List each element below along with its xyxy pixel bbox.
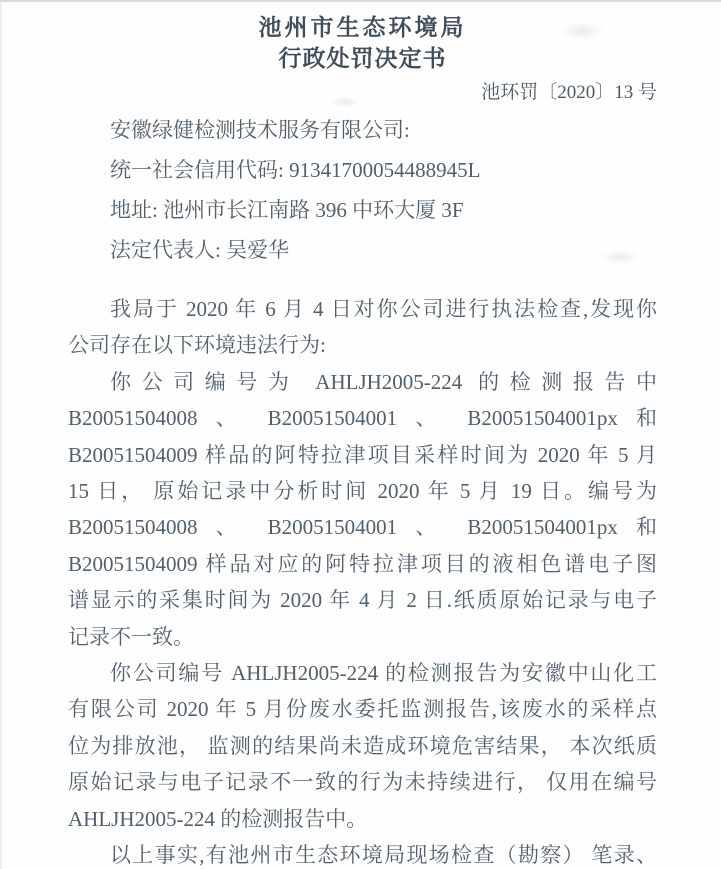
body-line: B20051504008 、 B20051504001 、 B20051504001px 和 [68, 406, 657, 431]
body-line: 你公司编号为 AHLJH2005-224 的检测报告中 [110, 369, 657, 394]
document-title-line1: 池州市生态环境局 [258, 15, 467, 40]
body-line: 公司存在以下环境违法行为: [68, 333, 326, 358]
document-title-line2: 行政处罚决定书 [278, 46, 447, 71]
recipient-line: 统一社会信用代码: 91341700054488945L [110, 158, 481, 182]
body-line: 15 日， 原始记录中分析时间 2020 年 5 月 19 日。编号为 [68, 479, 657, 504]
recipient-block [68, 110, 657, 270]
body-line: B20051504009 样品的阿特拉津项目采样时间为 2020 年 5 月 [68, 442, 657, 467]
body-line: 位为排放池， 监测的结果尚未造成环境危害结果， 本次纸质 [68, 733, 657, 758]
body-line: 你公司编号 AHLJH2005-224 的检测报告为安徽中山化工 [110, 661, 657, 686]
body-line: 以上事实,有池州市生态环境局现场检查（勘察） 笔录、 [110, 843, 657, 868]
document-number: 池环罚〔2020〕13 号 [481, 82, 657, 103]
body-line: 我局于 2020 年 6 月 4 日对你公司进行执法检查,发现你 [110, 297, 657, 321]
body-text-block [68, 291, 657, 869]
recipient-line: 地址: 池州市长江南路 396 中环大厦 3F [110, 198, 464, 222]
body-line: AHLJH2005-224 的检测报告中。 [68, 806, 368, 831]
body-line: 有限公司 2020 年 5 月份废水委托监测报告,该废水的采样点 [68, 697, 657, 722]
recipient-line: 安徽绿健检测技术服务有限公司: [110, 118, 410, 142]
body-line: B20051504009 样品对应的阿特拉津项目的液相色谱电子图 [68, 551, 657, 576]
body-line: 记录不一致。 [68, 624, 194, 649]
recipient-line: 法定代表人: 吴爱华 [110, 238, 290, 262]
body-line: 原始记录与电子记录不一致的行为未持续进行， 仅用在编号 [68, 770, 657, 795]
body-line: B20051504008 、 B20051504001 、 B20051504001px 和 [68, 515, 657, 540]
body-line: 谱显示的采集时间为 2020 年 4 月 2 日.纸质原始记录与电子 [68, 588, 657, 613]
